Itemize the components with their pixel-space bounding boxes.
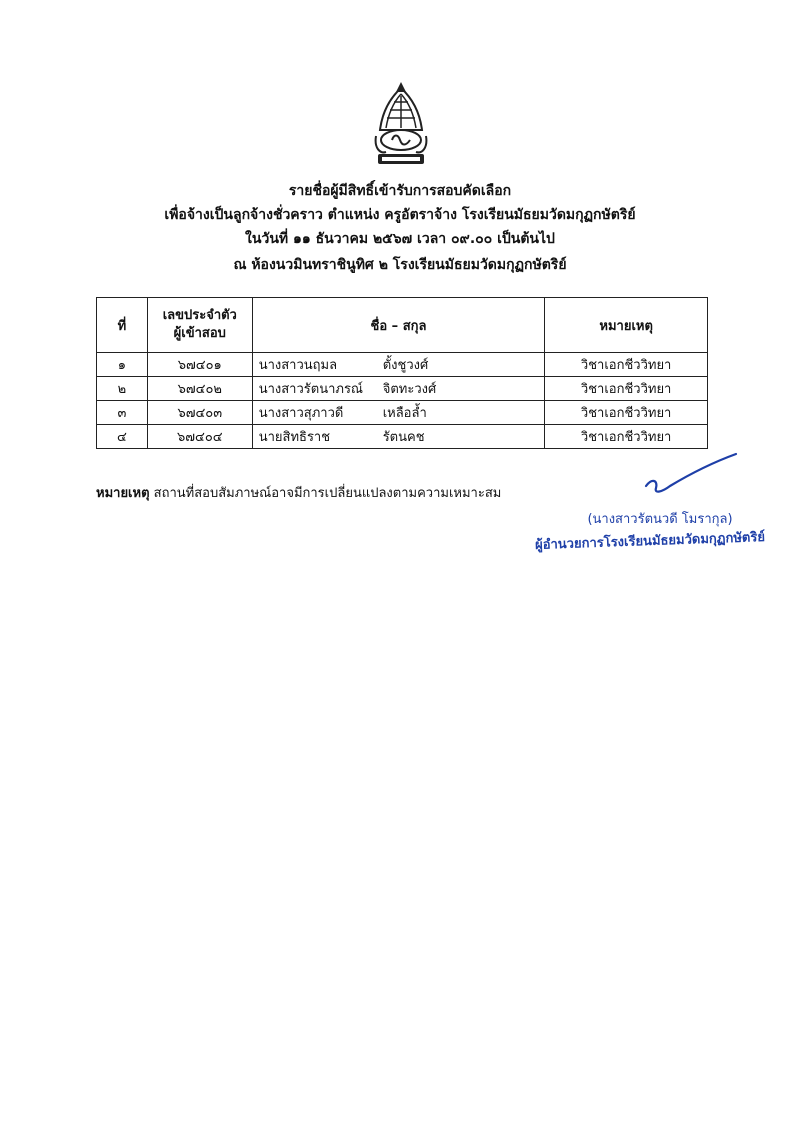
cell-last-name: ตั้งชูวงศ์ (382, 358, 429, 373)
table-row (97, 377, 708, 401)
cell-id: ๖๗๔๐๓ (147, 401, 252, 425)
header-id-line2: ผู้เข้าสอบ (173, 326, 226, 341)
cell-name (252, 425, 545, 449)
note-label: หมายเหตุ (96, 486, 150, 501)
signature-icon (640, 448, 740, 498)
doc-title-line-2: เพื่อจ้างเป็นลูกจ้างชั่วคราว ตำแหน่ง ครูอัตราจ้าง โรงเรียนมัธยมวัดมกุฏกษัตริย์ (164, 207, 636, 223)
cell-id: ๖๗๔๐๔ (147, 425, 252, 449)
cell-last-name: เหลือล้ำ (382, 406, 427, 421)
cell-first-name: นางสาวนฤมล (258, 358, 338, 373)
cell-no: ๒ (97, 377, 148, 401)
cell-no: ๑ (97, 353, 148, 377)
cell-remark: วิชาเอกชีววิทยา (545, 353, 708, 377)
cell-name (252, 377, 545, 401)
signatory-name: (นางสาวรัตนวดี โมรากุล) (587, 512, 733, 527)
cell-name (252, 401, 545, 425)
cell-no: ๔ (97, 425, 148, 449)
cell-last-name: รัตนคช (382, 430, 425, 445)
cell-last-name: จิตทะวงศ์ (382, 382, 437, 397)
cell-remark: วิชาเอกชีววิทยา (545, 377, 708, 401)
table-row (97, 425, 708, 449)
table-row (97, 401, 708, 425)
cell-name (252, 353, 545, 377)
doc-title-line-4: ณ ห้องนวมินทราชินูทิศ ๒ โรงเรียนมัธยมวัดมกุฏกษัตริย์ (233, 257, 567, 273)
cell-first-name: นางสาวรัตนาภรณ์ (258, 382, 363, 397)
doc-title-line-1: รายชื่อผู้มีสิทธิ์เข้ารับการสอบคัดเลือก (288, 183, 512, 199)
table-header-row (97, 298, 708, 353)
table-row (97, 353, 708, 377)
cell-id: ๖๗๔๐๒ (147, 377, 252, 401)
cell-id: ๖๗๔๐๑ (147, 353, 252, 377)
cell-first-name: นางสาวสุภาวดี (258, 406, 344, 421)
doc-title-line-3: ในวันที่ ๑๑ ธันวาคม ๒๕๖๗ เวลา ๐๙.๐๐ เป็นต้นไป (245, 231, 555, 247)
header-id (147, 298, 252, 353)
cell-remark: วิชาเอกชีววิทยา (545, 401, 708, 425)
header-no: ที่ (97, 298, 148, 353)
note (96, 482, 501, 503)
cell-remark: วิชาเอกชีววิทยา (545, 425, 708, 449)
cell-first-name: นายสิทธิราช (258, 430, 331, 445)
cell-no: ๓ (97, 401, 148, 425)
candidate-table (96, 297, 708, 449)
signatory-title: ผู้อำนวยการโรงเรียนมัธยมวัดมกุฏกษัตริย์ (534, 529, 766, 554)
note-text: สถานที่สอบสัมภาษณ์อาจมีการเปลี่ยนแปลงตามความเหมาะสม (153, 486, 502, 501)
header-remark: หมายเหตุ (545, 298, 708, 353)
header-name: ชื่อ – สกุล (252, 298, 545, 353)
header-id-line1: เลขประจำตัว (162, 308, 237, 323)
school-emblem-icon (370, 78, 432, 170)
